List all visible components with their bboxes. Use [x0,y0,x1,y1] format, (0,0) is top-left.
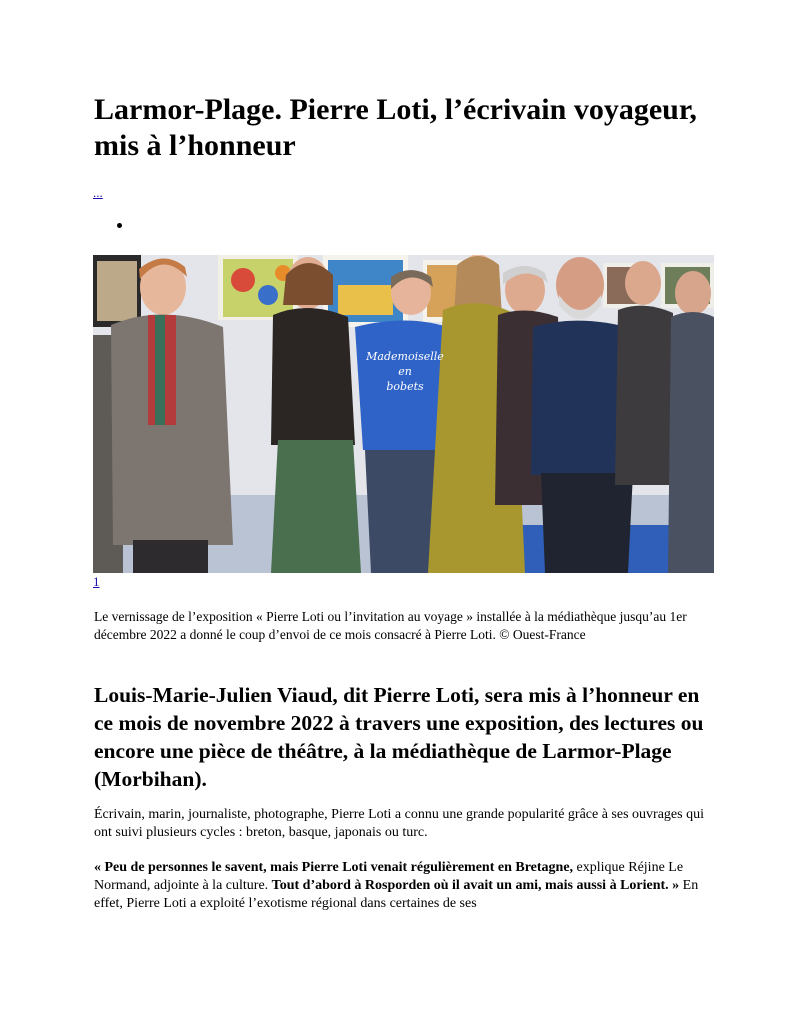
shirt-text-line: en [398,365,412,378]
shirt-text-line: bobets [386,380,424,393]
photo-number-link[interactable]: 1 [93,574,100,589]
list-bullet [117,223,122,228]
ellipsis-link[interactable]: ... [93,185,103,200]
paragraph-2-text-1: explique Réjine Le Normand, adjointe à la culture. [94,860,684,893]
article-paragraph-1: Écrivain, marin, journaliste, photographe, Pierre Loti a connu une grande popularité grâce à ses ouvrages qui ont suivi plusieurs cycles : breton, basque, japonais ou turc. [94,807,704,840]
quote-1: « Peu de personnes le savent, mais Pierre Loti venait régulièrement en Bretagne, [94,860,574,875]
article-lead: Louis-Marie-Julien Viaud, dit Pierre Loti, sera mis à l’honneur en ce mois de novembre 2022 à travers une exposition, des lectures ou encore une pièce de théâtre, à la médiathèque de Larmor-Plage (Morbihan). [94,683,704,791]
article-paragraph-2 [94,859,719,913]
paragraph-2-text-2: En effet, Pierre Loti a exploité l’exotisme régional dans certaines de ses [94,878,699,911]
vernissage-photo [93,255,714,573]
quote-2: Tout d’abord à Rosporden où il avait un ami, mais aussi à Lorient. » [271,878,680,893]
photo-caption: Le vernissage de l’exposition « Pierre Loti ou l’invitation au voyage » installée à la médiathèque jusqu’au 1er décembre 2022 a donné le coup d’envoi de ce mois consacré à Pierre Loti. © Ouest-France [94,609,687,642]
shirt-text-line: Mademoiselle [366,350,444,363]
article-photo [93,255,714,573]
article-title: Larmor-Plage. Pierre Loti, l’écrivain voyageur, mis à l’honneur [94,93,697,162]
